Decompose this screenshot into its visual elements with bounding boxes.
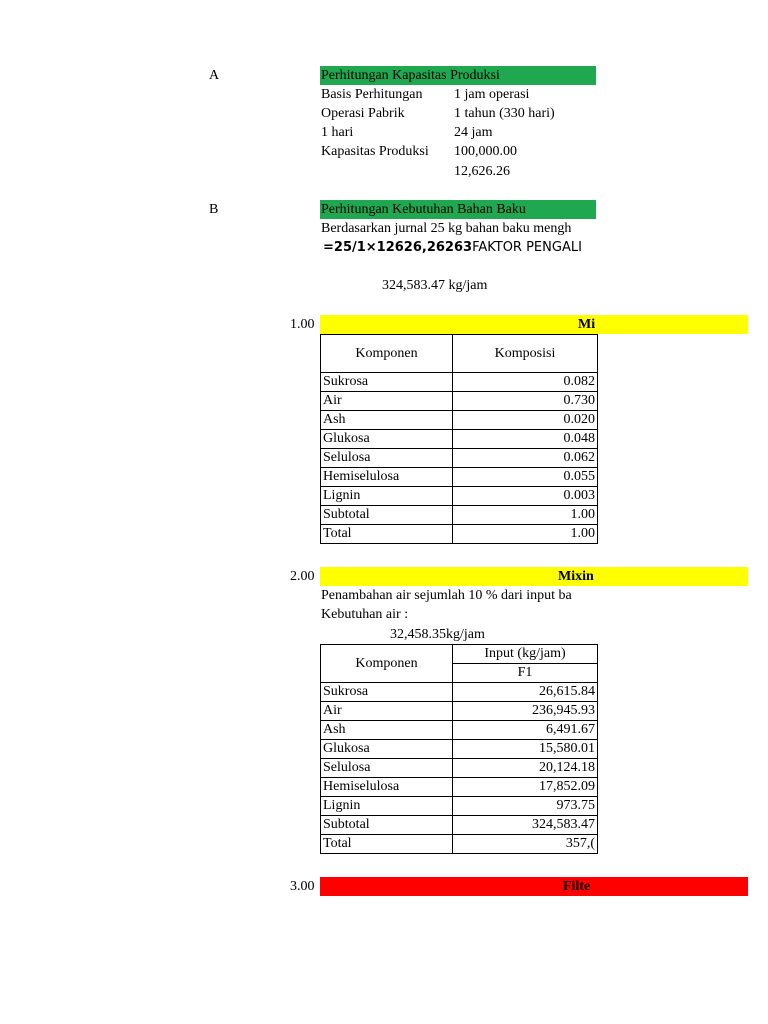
component-name: Selulosa (321, 759, 453, 778)
table-row (321, 721, 598, 740)
section-a-value-1: 1 tahun (330 hari) (454, 106, 555, 121)
section-b-result (382, 277, 487, 295)
component-fraction: 0.003 (453, 487, 598, 506)
step2-water-unit: kg/jam (446, 627, 485, 642)
table-row (321, 373, 598, 392)
table-row (321, 506, 598, 525)
component-name: Air (321, 702, 453, 721)
section-a-value-2: 24 jam (454, 125, 493, 140)
component-name: Glukosa (321, 740, 453, 759)
component-name: Subtotal (321, 816, 453, 835)
step2-header-input: Input (kg/jam) (453, 645, 598, 664)
section-b-result-unit: kg/jam (448, 278, 488, 293)
step1-table (320, 334, 598, 544)
section-a-label-1: Operasi Pabrik (321, 106, 405, 121)
step3-title: Filte (563, 879, 591, 894)
step2-line2: Kebutuhan air : (321, 607, 409, 622)
component-name: Total (321, 835, 453, 854)
step2-header-stream: F1 (453, 664, 598, 683)
table-row (321, 683, 598, 702)
table-row (321, 740, 598, 759)
table-row (321, 525, 598, 544)
section-a-value-3: 100,000.00 (454, 144, 517, 159)
step2-title: Mixin (558, 569, 594, 584)
step1-header-komposisi: Komposisi (453, 335, 598, 373)
section-a-title-bar (320, 66, 596, 85)
component-fraction: 0.062 (453, 449, 598, 468)
table-row (321, 487, 598, 506)
component-name: Subtotal (321, 506, 453, 525)
table-row (321, 816, 598, 835)
component-name: Lignin (321, 797, 453, 816)
table-row (321, 702, 598, 721)
step1-title: Mi (578, 317, 596, 332)
section-b-factor-label: FAKTOR PENGALI (472, 240, 582, 255)
section-b-formula: =25/1×12626,26263 (323, 240, 473, 255)
step2-table-header-row1 (321, 645, 598, 664)
section-b-title: Perhitungan Kebutuhan Bahan Baku (321, 202, 526, 217)
section-b-formula-row (323, 239, 582, 257)
section-b-line1: Berdasarkan jurnal 25 kg bahan baku mengh (321, 221, 572, 236)
component-flow: 20,124.18 (453, 759, 598, 778)
section-a-label-3: Kapasitas Produksi (321, 144, 429, 159)
step1-title-bar (320, 315, 748, 334)
step2-line1: Penambahan air sejumlah 10 % dari input ba (321, 588, 572, 603)
table-row (321, 449, 598, 468)
component-flow: 973.75 (453, 797, 598, 816)
component-name: Selulosa (321, 449, 453, 468)
component-name: Hemiselulosa (321, 468, 453, 487)
table-row (321, 468, 598, 487)
component-name: Glukosa (321, 430, 453, 449)
component-name: Ash (321, 721, 453, 740)
component-flow: 26,615.84 (453, 683, 598, 702)
step1-number: 1.00 (290, 317, 315, 332)
component-name: Sukrosa (321, 683, 453, 702)
step1-table-header (321, 335, 598, 373)
section-b-title-bar (320, 200, 596, 219)
component-fraction: 0.055 (453, 468, 598, 487)
step2-header-komponen: Komponen (321, 645, 453, 683)
component-fraction: 1.00 (453, 506, 598, 525)
section-a-label-0: Basis Perhitungan (321, 87, 423, 102)
table-row (321, 778, 598, 797)
component-flow: 6,491.67 (453, 721, 598, 740)
component-name: Hemiselulosa (321, 778, 453, 797)
component-name: Ash (321, 411, 453, 430)
step1-header-komponen: Komponen (321, 335, 453, 373)
step2-number: 2.00 (290, 569, 315, 584)
section-a-title: Perhitungan Kapasitas Produksi (321, 68, 500, 83)
step3-number: 3.00 (290, 879, 315, 894)
section-a-label-2: 1 hari (321, 125, 354, 140)
section-b-result-value: 324,583.47 (382, 278, 445, 293)
component-flow: 15,580.01 (453, 740, 598, 759)
component-name: Air (321, 392, 453, 411)
step2-water-value: 32,458.35 (390, 627, 446, 642)
table-row (321, 797, 598, 816)
component-fraction: 0.730 (453, 392, 598, 411)
step2-title-bar (320, 567, 748, 586)
component-fraction: 1.00 (453, 525, 598, 544)
step2-table (320, 644, 598, 854)
section-a-letter: A (209, 68, 220, 83)
component-flow: 17,852.09 (453, 778, 598, 797)
section-b-letter: B (209, 202, 219, 217)
component-name: Sukrosa (321, 373, 453, 392)
component-name: Lignin (321, 487, 453, 506)
table-row (321, 411, 598, 430)
component-fraction: 0.020 (453, 411, 598, 430)
step3-title-bar (320, 877, 748, 896)
component-fraction: 0.082 (453, 373, 598, 392)
table-row (321, 430, 598, 449)
component-flow: 324,583.47 (453, 816, 598, 835)
table-row (321, 759, 598, 778)
component-flow: 236,945.93 (453, 702, 598, 721)
section-a-value-0: 1 jam operasi (454, 87, 530, 102)
component-flow: 357,( (453, 835, 598, 854)
step2-water (390, 626, 485, 644)
table-row (321, 392, 598, 411)
component-fraction: 0.048 (453, 430, 598, 449)
section-a-value-4: 12,626.26 (454, 164, 510, 179)
component-name: Total (321, 525, 453, 544)
table-row (321, 835, 598, 854)
